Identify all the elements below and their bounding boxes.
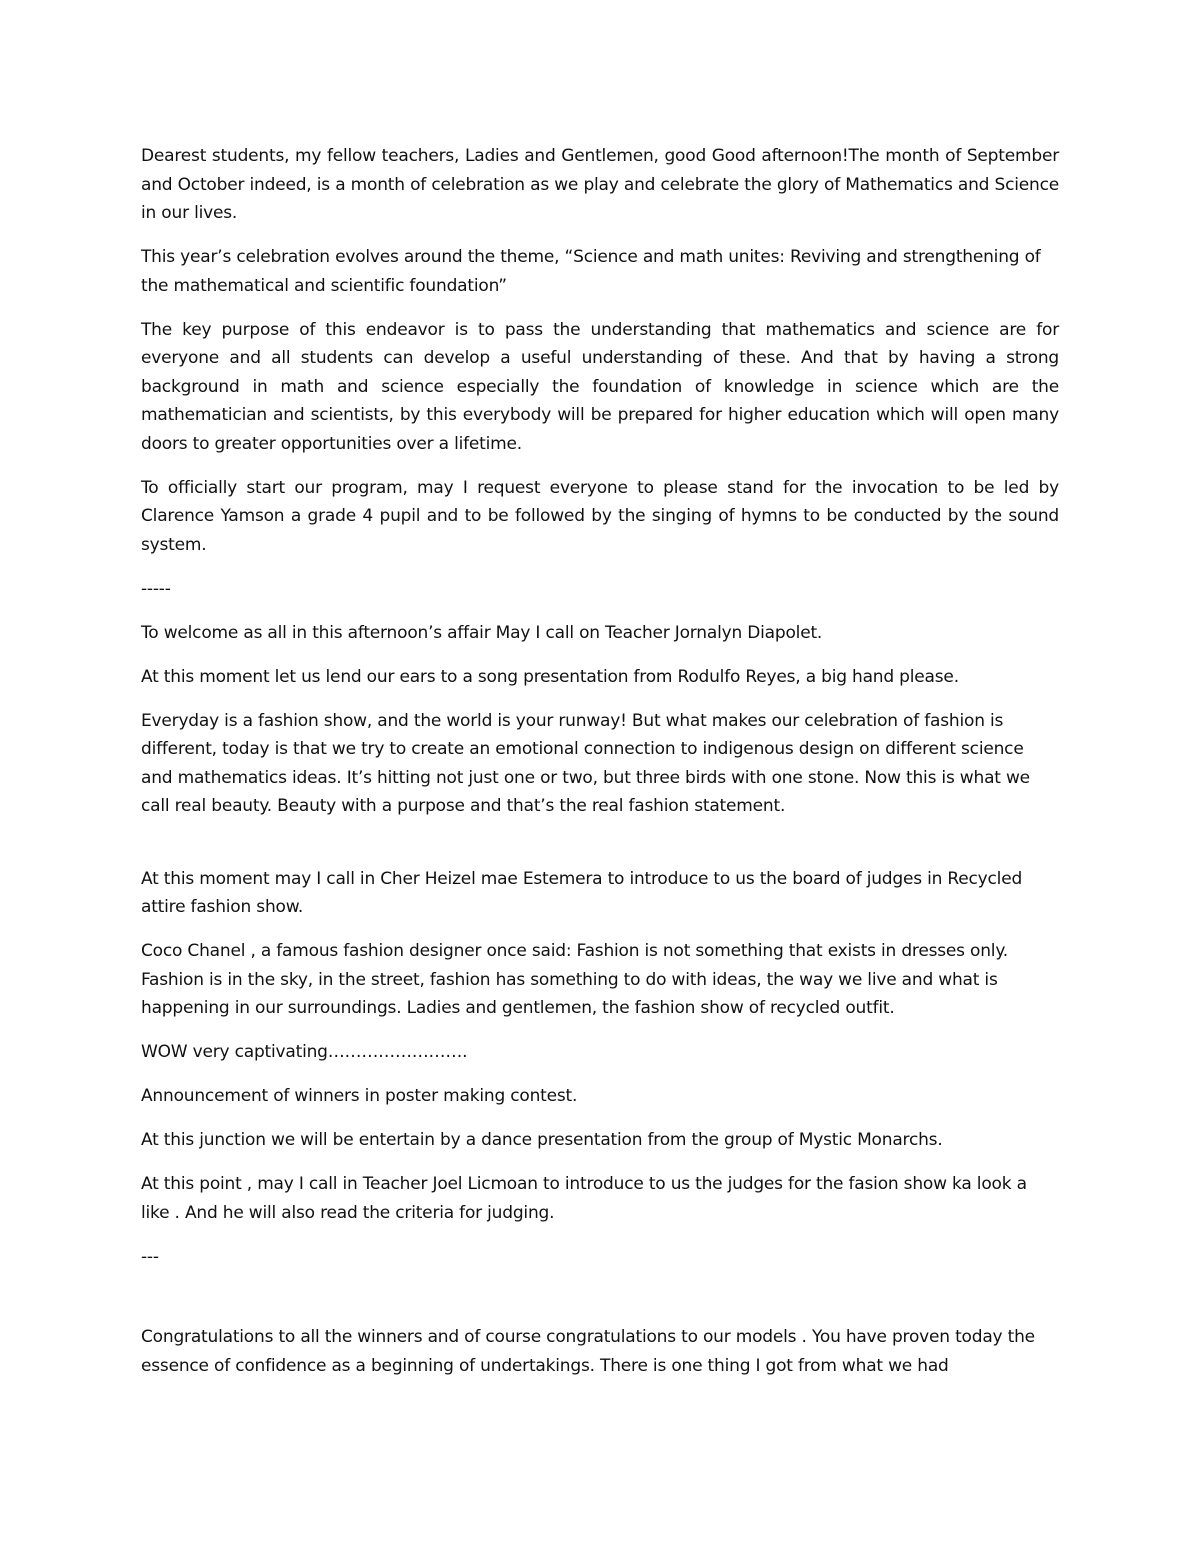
separator-dashes: ----- <box>141 578 171 599</box>
paragraph-wow: WOW very captivating……………………. <box>141 1042 468 1062</box>
paragraph-greeting: Dearest students, my fellow teachers, Ladies and Gentlemen, good Good afternoon!The month of September and October indeed, is a month of celebration as we play and celebrate the glory of Mathematics and Science in our lives. <box>141 146 1059 223</box>
document-body <box>141 142 1059 1396</box>
separator-short-dashes: --- <box>141 1246 159 1267</box>
paragraph-fashion-show: Everyday is a fashion show, and the world is your runway! But what makes our celebration of fashion is different, today is that we try to create an emotional connection to indigenous design on different science and mathematics ideas. It’s hitting not just one or two, but three birds with one stone. Now this is what we call real beauty. Beauty with a purpose and that’s the real fashion statement. <box>141 710 1030 816</box>
paragraph-congratulations: Congratulations to all the winners and of course congratulations to our models . You have proven today the essence of confidence as a beginning of undertakings. There is one thing I got from what we had <box>141 1327 1035 1376</box>
paragraph-welcome: To welcome as all in this afternoon’s affair May I call on Teacher Jornalyn Diapolet. <box>141 622 823 643</box>
paragraph-look-a-like: At this point , may I call in Teacher Joel Licmoan to introduce to us the judges for the fasion show ka look a like . And he will also read the criteria for judging. <box>141 1174 1027 1223</box>
paragraph-purpose: The key purpose of this endeavor is to pass the understanding that mathematics and science are for everyone and all students can develop a useful understanding of these. And that by having a strong background in math and science especially the foundation of knowledge in science which are the mathematician and scientists, by this everybody will be prepared for higher education which will open many doors to greater opportunities over a lifetime. <box>141 319 1059 454</box>
paragraph-judges-recycled: At this moment may I call in Cher Heizel mae Estemera to introduce to us the board of judges in Recycled attire fashion show. <box>141 868 1023 917</box>
paragraph-song: At this moment let us lend our ears to a song presentation from Rodulfo Reyes, a big hand please. <box>141 666 959 687</box>
paragraph-coco-chanel: Coco Chanel , a famous fashion designer once said: Fashion is not something that exists in dresses only. Fashion is in the sky, in the street, fashion has something to do with ideas, the way we live and what is happening in our surroundings. Ladies and gentlemen, the fashion show of recycled outfit. <box>141 941 1008 1018</box>
paragraph-theme: This year’s celebration evolves around the theme, “Science and math unites: Reviving and strengthening of the mathematical and scientific foundation” <box>141 247 1041 296</box>
paragraph-dance: At this junction we will be entertain by a dance presentation from the group of Mystic Monarchs. <box>141 1130 943 1150</box>
paragraph-poster-winners: Announcement of winners in poster making contest. <box>141 1086 578 1106</box>
paragraph-invocation: To officially start our program, may I request everyone to please stand for the invocation to be led by Clarence Yamson a grade 4 pupil and to be followed by the singing of hymns to be conducted by the sound system. <box>141 477 1059 555</box>
